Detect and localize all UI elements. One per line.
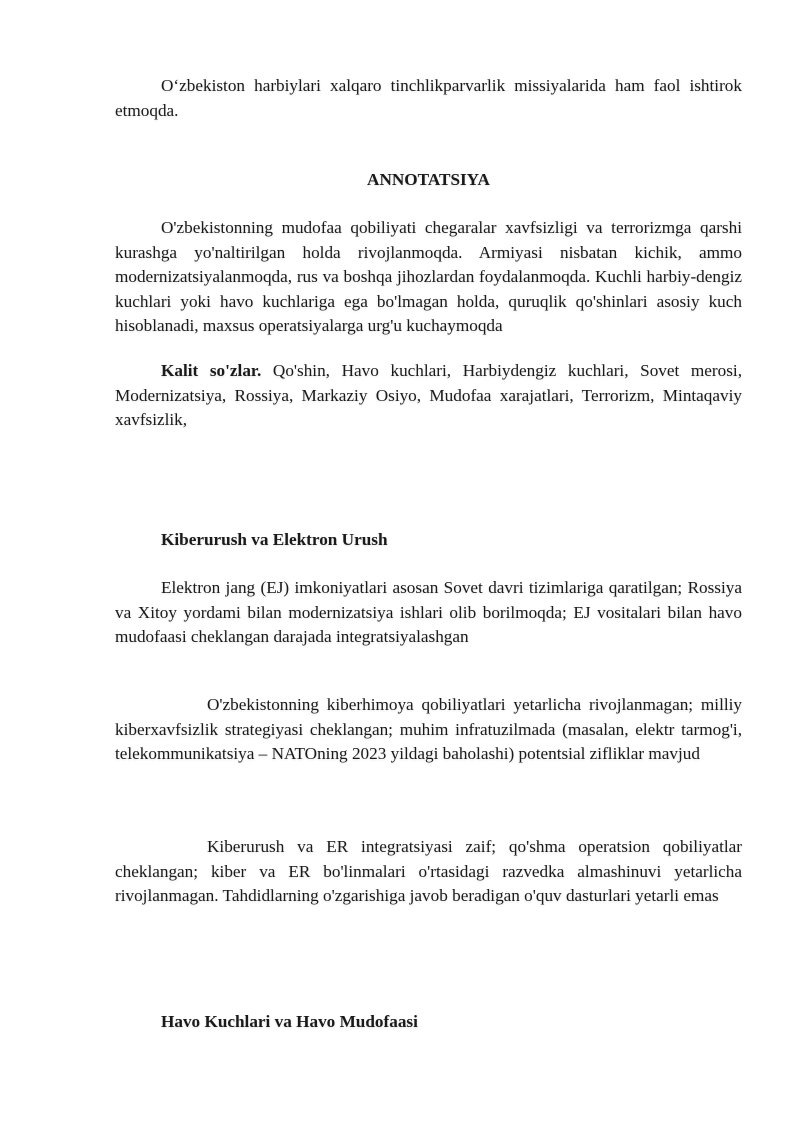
cyber-paragraph-3: Kiberurush va ER integratsiyasi zaif; qo'shma operatsion qobiliyatlar cheklangan; kiber va ER bo'linmalari o'rtasidagi razvedka almashinuvi yetarlicha rivojlanmagan. Tahdidlarning o'zgarishiga javob beradigan o'quv dasturlari yetarli emas	[115, 837, 742, 906]
keywords-list: Qo'shin, Havo kuchlari, Harbiydengiz kuchlari, Sovet merosi, Modernizatsiya, Rossiya, Markaziy Osiyo, Mudofaa xarajatlari, Terrorizm, Mintaqaviy xavfsizlik,	[115, 361, 743, 430]
cyber-paragraph-2: O'zbekistonning kiberhimoya qobiliyatlari yetarlicha rivojlanmagan; milliy kiberxavfsizlik strategiyasi cheklangan; muhim infratuzilmada (masalan, elektr tarmog'i, telekommunikatsiya – NATOning 2023 yildagi baholashi) potentsial zifliklar mavjud	[115, 695, 742, 764]
section-heading-cyber: Kiberurush va Elektron Urush	[161, 530, 388, 549]
cyber-paragraph-1: Elektron jang (EJ) imkoniyatlari asosan Sovet davri tizimlariga qaratilgan; Rossiya va Xitoy yordami bilan modernizatsiya ishlari olib borilmoqda; EJ vositalari bilan havo mudofaasi cheklangan darajada integratsiyalashgan	[115, 578, 742, 647]
section-heading-air: Havo Kuchlari va Havo Mudofaasi	[161, 1012, 418, 1031]
keywords-label: Kalit so'zlar.	[161, 361, 262, 380]
keywords-paragraph	[115, 359, 742, 433]
annotation-heading: ANNOTATSIYA	[367, 170, 490, 189]
intro-paragraph: O‘zbekiston harbiylari xalqaro tinchlikparvarlik missiyalarida ham faol ishtirok etmoqda.	[115, 76, 742, 120]
annotation-paragraph: O'zbekistonning mudofaa qobiliyati chegaralar xavfsizligi va terrorizmga qarshi kurashga yo'naltirilgan holda rivojlanmoqda. Armiyasi nisbatan kichik, ammo modernizatsiyalanmoqda, rus va boshqa jihozlardan foydalanmoqda. Kuchli harbiy-dengiz kuchlari yoki havo kuchlariga ega bo'lmagan holda, quruqlik qo'shinlari asosiy kuch hisoblanadi, maxsus operatsiyalarga urg'u kuchaymoqda	[115, 218, 742, 336]
